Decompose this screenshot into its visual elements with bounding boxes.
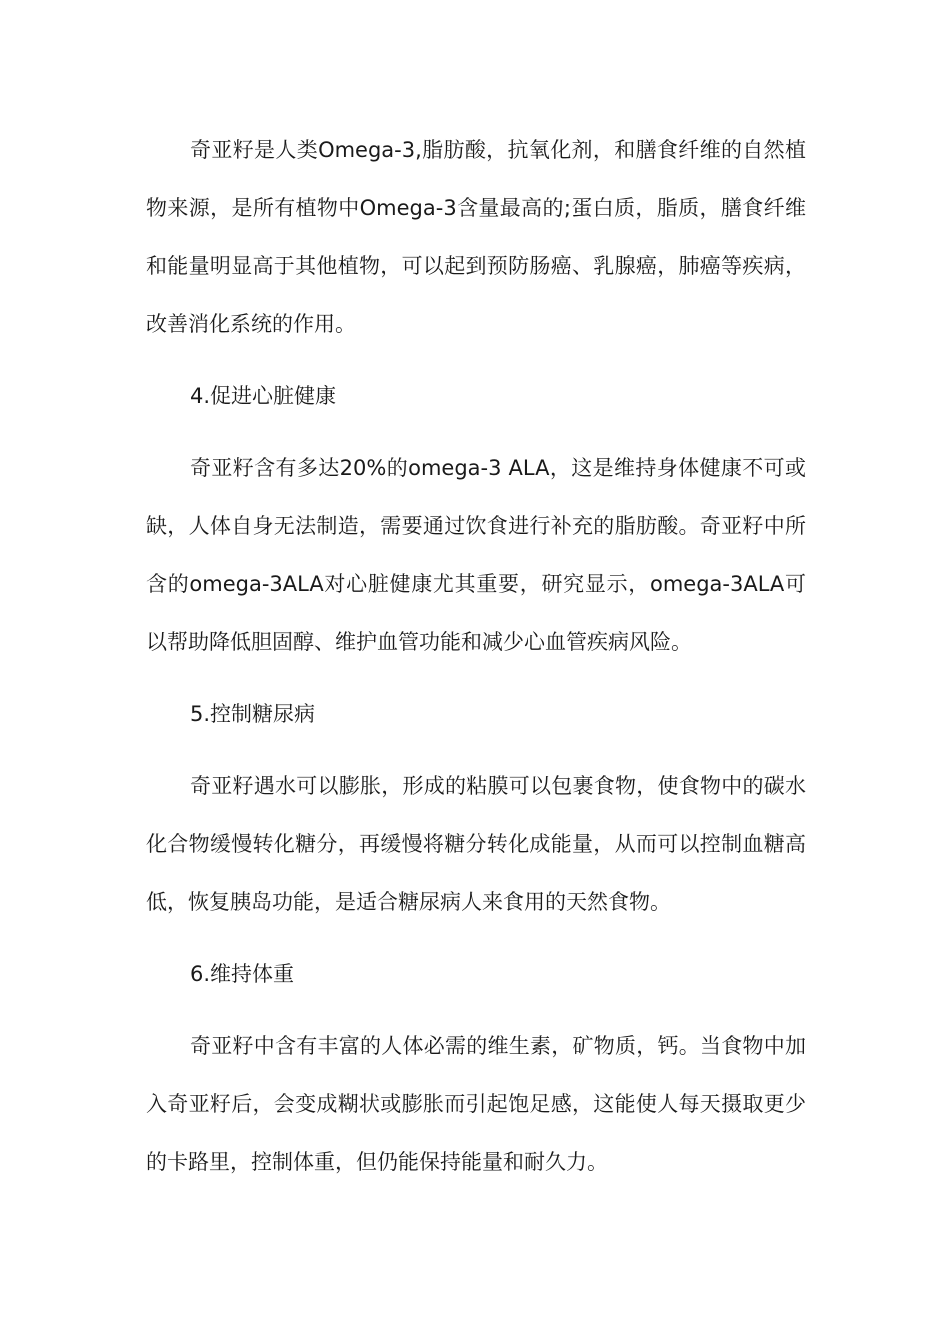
- paragraph-spacer: [146, 671, 806, 685]
- section-heading-heart-health: 4.促进心脏健康: [190, 384, 337, 408]
- paragraph-weight: 奇亚籽中含有丰富的人体必需的维生素，矿物质，钙。当食物中加入奇亚籽后，会变成糊状或膨胀而引起饱足感，这能使人每天摄取更少的卡路里，控制体重，但仍能保持能量和耐久力。: [146, 1034, 806, 1174]
- paragraph-spacer: [146, 743, 806, 757]
- paragraph-diabetes: 奇亚籽遇水可以膨胀，形成的粘膜可以包裹食物，使食物中的碳水化合物缓慢转化糖分，再缓慢将糖分转化成能量，从而可以控制血糖高低，恢复胰岛功能，是适合糖尿病人来食用的天然食物。: [146, 774, 806, 914]
- paragraph-omega3-intro: 奇亚籽是人类Omega-3,脂肪酸，抗氧化剂，和膳食纤维的自然植物来源，是所有植物中Omega-3含量最高的;蛋白质，脂质，膳食纤维和能量明显高于其他植物，可以起到预防肠癌、乳腺癌，肺癌等疾病，改善消化系统的作用。: [146, 138, 806, 336]
- paragraph-spacer: [146, 1003, 806, 1017]
- section-heading-weight: 6.维持体重: [190, 962, 295, 986]
- section-heading-diabetes: 5.控制糖尿病: [190, 702, 316, 726]
- paragraph-spacer: [146, 931, 806, 945]
- paragraph-spacer: [146, 425, 806, 439]
- document-body: [146, 121, 806, 1191]
- paragraph-heart-health: 奇亚籽含有多达20%的omega-3 ALA，这是维持身体健康不可或缺，人体自身无法制造，需要通过饮食进行补充的脂肪酸。奇亚籽中所含的omega-3ALA对心脏健康尤其重要，研究显示，omega-3ALA可以帮助降低胆固醇、维护血管功能和减少心血管疾病风险。: [146, 456, 806, 654]
- paragraph-spacer: [146, 353, 806, 367]
